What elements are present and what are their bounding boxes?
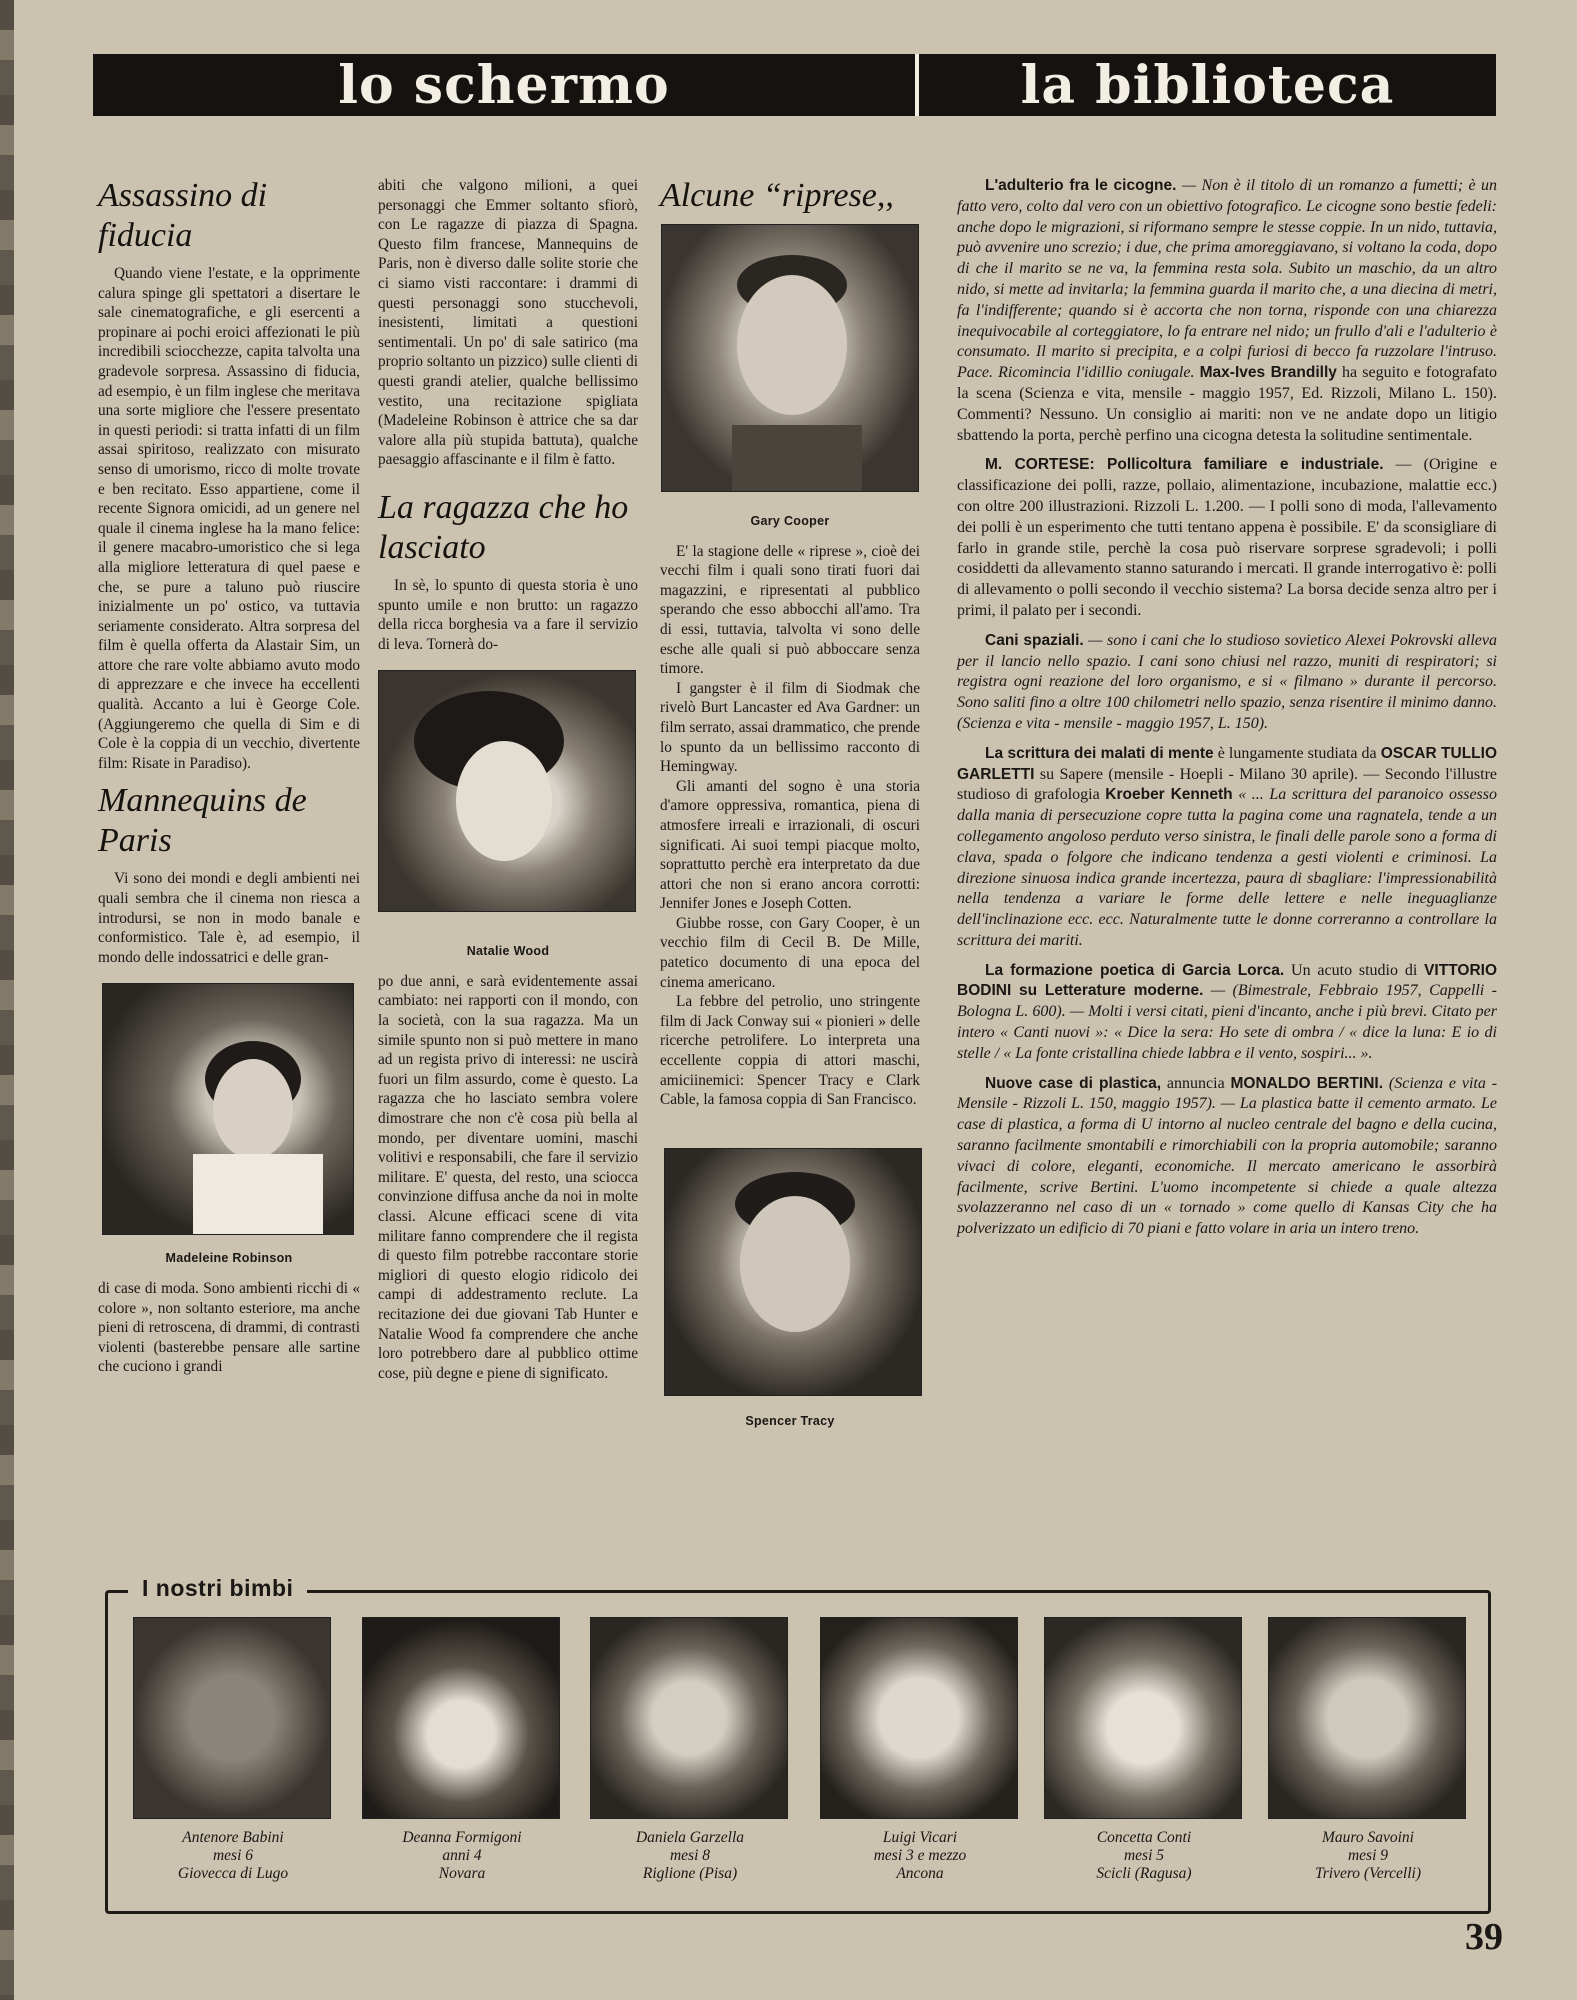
review-cani-spaziali: [957, 631, 1497, 735]
column-1: [98, 176, 360, 1377]
kid-place: Riglione (Pisa): [642, 1865, 738, 1882]
article-mannequins-start: Vi sono dei mondi e degli ambienti nei quali sembra che il cinema non riesca a introdursi, se non in modo banale e conformistico. Tale è, ad esempio, il mondo delle indossatrici e delle gran-: [98, 870, 360, 966]
kid-place: Novara: [438, 1865, 486, 1882]
review-author: MONALDO BERTINI.: [1230, 1074, 1384, 1092]
caption-gary-cooper: Gary Cooper: [750, 514, 830, 528]
kid-name: Mauro Savoini: [1322, 1829, 1414, 1846]
review-body: è lungamente studiata da: [1213, 744, 1381, 762]
column-4-biblioteca: [957, 176, 1497, 1249]
review-body: — sono i cani che lo studioso sovietico Alexei Pokrovski alleva per il lancio nello spazio. I cani sono chiusi nel razzo, muniti di respiratori; si registra ogni reazione del loro organismo, e si « filmano » durante il percorso. Sono saliti fino a oltre 100 chilometri nello spazio, senza risentire il minimo danno. (Scienza e vita - mensile - maggio 1957, L. 150).: [957, 631, 1497, 732]
column-3: [660, 176, 920, 1441]
review-case-plastica: [957, 1074, 1497, 1240]
torn-edge: [0, 0, 14, 2000]
review-body: annuncia: [1161, 1074, 1231, 1092]
kid-caption: [590, 1829, 790, 1883]
review-title: Cani spaziali.: [985, 631, 1084, 649]
heading-mannequins: Mannequins de Paris: [98, 782, 307, 860]
section-banner: [93, 54, 1496, 116]
kid-name: Concetta Conti: [1096, 1829, 1192, 1846]
kid-name: Deanna Formigoni: [402, 1829, 522, 1846]
kid-age: mesi 5: [1123, 1847, 1165, 1864]
column-2: [378, 176, 638, 1383]
article-amanti-del-sogno: Gli amanti del sogno è una storia d'amore oppressiva, romantica, piena di atmosfere irreali e irrazionali, di oscuri significati. Ai suoi tempi piacque molto, soprattutto perchè era interpretato da due attori che non si erano ancora corrotti: Jennifer Jones e Joseph Cotten.: [660, 777, 920, 913]
article-la-ragazza-cont: po due anni, e sarà evidentemente assai cambiato: nei rapporti con il mondo, con la società, con la sua ragazza. Ma un simile spunto non si può mettere in mano ad un regista privo di interessi: ne uscirà fuori un film assurdo, come è questo. La ragazza che ho lasciato sembra volere dimostrare che non c'è cosa più bella al mondo, per diventare uomini, maschi volitivi e responsabili, che fare il servizio militare. E' questa, del resto, una sciocca convinzione diffusa anche da noi in molte classi. Alcune efficaci scene di vita militare fanno comprendere che il regista di questo film potrebbe raccontare storie migliori di questo elogio ridicolo dei campi di addestramento reclute. La recitazione dei due giovani Tab Hunter e Natalie Wood fa comprendere che anche loro potrebbero dare al pubblico ottime cose, più degne e piene di significato.: [378, 972, 638, 1382]
photo-madeleine-robinson: [102, 983, 354, 1235]
review-body: Un acuto studio di: [1284, 961, 1425, 979]
photo-spencer-tracy: [664, 1148, 922, 1396]
bimbi-section-title: I nostri bimbi: [128, 1575, 307, 1602]
review-body: — (Origine e classificazione dei polli, razze, pollaio, alimentazione, incubazione, malattie ecc.) con oltre 200 illustrazioni. Rizzoli L. 1.200. — I polli sono di moda, l'allevamento dei polli è un esperimento che tutti tentano appena è possibile. E' da sconsigliare di farlo in grande stile, perchè la cosa può riservare sorprese sgradevoli; i polli cosiddetti da allevamento stanno saturando i mercati. Il grande interrogativo è: polli di allevamento o polli secondo il vecchio sistema? La borsa decide senza altro per i primi, il palato per i secondi.: [957, 456, 1497, 619]
heading-la-ragazza: La ragazza che ho lasciato: [378, 488, 629, 566]
kid-photo: [362, 1617, 560, 1819]
article-la-ragazza-start: In sè, lo spunto di questa storia è uno spunto umile e non brutto: un ragazzo della ricca borghesia va a fare il servizio di leva. Tornerà do-: [378, 576, 638, 653]
kid-age: mesi 8: [669, 1847, 711, 1864]
review-author: VITTORIO BODINI su Letterature moderne.: [957, 961, 1498, 1000]
page-number: 39: [1465, 1916, 1503, 1958]
review-title: Nuove case di plastica,: [985, 1074, 1162, 1092]
kid-caption: [133, 1829, 333, 1883]
kid-place: Scicli (Ragusa): [1096, 1865, 1192, 1882]
kid-photo: [1044, 1617, 1242, 1819]
kid-photo: [590, 1617, 788, 1819]
kid-caption: [1268, 1829, 1468, 1883]
review-scrittura-malati: [957, 744, 1497, 952]
kid-place: Trivero (Vercelli): [1314, 1865, 1422, 1882]
review-body: — (Bimestrale, Febbraio 1957, Cappelli - Bologna L. 600). — Molti i versi citati, pieni d'incanto, anche i più brevi. Citato per intero « Canti nuovi »: « Dice la sera: Ho sete di ombra / « dice la luna: E io di stelle / « La fonte cristallina chiede labbra e il vento, sospiri... ».: [957, 982, 1497, 1062]
kid-photo: [1268, 1617, 1466, 1819]
kid-card: [362, 1617, 562, 1883]
caption-spencer-tracy: Spencer Tracy: [745, 1413, 835, 1428]
review-title: La formazione poetica di Garcia Lorca.: [985, 961, 1285, 979]
review-adulterio-cicogne: [957, 176, 1497, 446]
kid-card: [590, 1617, 790, 1883]
kid-age: anni 4: [442, 1847, 482, 1864]
article-mannequins-cont: di case di moda. Sono ambienti ricchi di « colore », non soltanto esteriore, ma anche pieni di retroscena, di drammi, di contrasti violenti (basterebbe pensare alle sartine che cuciono i grandi: [98, 1280, 360, 1376]
article-mannequins-end: abiti che valgono milioni, a quei personaggi che Emmer soltanto sfiorò, con Le ragazze di piazza di Spagna. Questo film francese, Mannequins de Paris, non è diverso dalle solite storie che ci siamo visti raccontare: i drammi di questi personaggi sono stucchevoli, inesistenti, limitati a questioni sentimentali. Un po' di sale satirico (ma proprio soltanto un pizzico) sulle clienti di questi grandi atelier, qualche bellissimo vestito, una recitazione spigliata (Madeleine Robinson è attrice che sa dar valore alla più stupida battuta), qualche paesaggio affascinante e il film è fatto.: [378, 177, 638, 469]
review-title: La scrittura dei malati di mente: [985, 744, 1214, 762]
review-pollicoltura: [957, 455, 1497, 621]
banner-title-screen: lo schermo: [338, 54, 670, 116]
kid-place: Ancona: [896, 1865, 944, 1882]
article-riprese-intro: E' la stagione delle « riprese », cioè dei vecchi film i quali sono tirati fuori dai magazzini, e ripresentati al pubblico sperando che esso abbocchi all'amo. Tra di essi, tuttavia, talvolta vi sono delle esche alle quali si può abboccare senza timore.: [660, 542, 920, 678]
kid-card: [1044, 1617, 1244, 1883]
review-title: M. CORTESE: Pollicoltura familiare e industriale.: [985, 456, 1384, 474]
portrait-icon: [379, 671, 635, 911]
kid-caption: [820, 1829, 1020, 1883]
kid-place: Giovecca di Lugo: [177, 1865, 289, 1882]
kid-card: [820, 1617, 1020, 1883]
review-title: L'adulterio fra le cicogne.: [985, 177, 1177, 194]
article-i-gangster: I gangster è il film di Siodmak che rivelò Burt Lancaster ed Ava Gardner: un film serrato, assai drammatico, che prende lo spunto da un bellissimo racconto di Hemingway.: [660, 679, 920, 776]
review-author: Kroeber Kenneth: [1105, 786, 1233, 804]
kid-photo: [820, 1617, 1018, 1819]
portrait-icon: [103, 984, 353, 1234]
kid-card: [1268, 1617, 1468, 1883]
review-author: Max-Ives Brandilly: [1199, 364, 1337, 382]
caption-madeleine-robinson: Madeleine Robinson: [165, 1251, 293, 1266]
kid-name: Luigi Vicari: [882, 1829, 958, 1846]
heading-alcune-riprese: Alcune “riprese,,: [660, 177, 894, 214]
kid-caption: [362, 1829, 562, 1883]
kid-age: mesi 9: [1347, 1847, 1389, 1864]
review-body: su Sapere (mensile - Hoepli - Milano 30 aprile). — Secondo l'illustre studioso di grafologia: [957, 765, 1497, 804]
article-febbre-petrolio: La febbre del petrolio, uno stringente film di Jack Conway sui « pionieri » delle ricerche petrolifere. Lo interpreta una eccellente coppia di attori maschi, amiciinemici: Spencer Tracy e Clark Cable, la famosa coppia di San Francisco.: [660, 993, 920, 1109]
kid-caption: [1044, 1829, 1244, 1883]
banner-title-library: la biblioteca: [1020, 54, 1395, 116]
portrait-icon: [665, 1149, 921, 1395]
portrait-icon: [662, 225, 918, 491]
review-body: — Non è il titolo di un romanzo a fumetti; è un fatto vero, colto dal vero con un obiettivo fotografico. Le cicogne sono bestie fedeli: anche dopo le migrazioni, si riformano sempre le stesse coppie. In un nido, tuttavia, può avvenire uno screzio; i due, che prima amoreggiavano, si voltano la coda, dopo di che il marito se ne va, la femmina resta sola. Subito un maschio, da un altro nido, si mette ad invitarla; la femmina guarda il marito che, a una diecina di metri, fa l'indifferente; quando si è accorta che non torna, risponde con una chiarezza inequivocabile al corteggiatore, lo fa entrare nel nido; un frullo d'ali e l'adulterio è consumato. Il marito si precipita, e a colpi furiosi di becco fa ruzzolare l'intruso. Pace. Ricomincia l'idillio coniugale.: [957, 177, 1497, 382]
review-body: (Scienza e vita - Mensile - Rizzoli L. 150, maggio 1957). — La plastica batte il cemento armato. Le case di plastica, a forma di U intorno al nucleo centrale del bagno e della cucina, saranno facilmente smontabili e rimorchiabili con la propria automobile; saranno vivaci di colore, eleganti, economiche. Il mercato americano le assorbirà facilmente, scrive Bertini. L'uomo incompetente si chiede a quale altezza svolazzeranno nel caso di un « tornado » come quello di Kansas City che ha polverizzato un edificio di 70 piani e fatto volare in aria un intero treno.: [957, 1074, 1498, 1238]
review-body: ha seguito e fotografato la scena (Scienza e vita, mensile - maggio 1957, Ed. Rizzoli, Milano L. 150). Commenti? Nessuno. Un consiglio ai mariti: non ve ne andate dopo un litigio sbattendo la porta, perchè perfino una cicogna detesta la solitudine sentimentale.: [957, 364, 1498, 444]
photo-natalie-wood: [378, 670, 636, 912]
kid-photo: [133, 1617, 331, 1819]
review-author: OSCAR TULLIO GARLETTI: [957, 744, 1498, 783]
photo-gary-cooper: [661, 224, 919, 492]
heading-assassino: Assassino di fiducia: [98, 177, 268, 254]
kid-card: [133, 1617, 333, 1883]
article-assassino: Quando viene l'estate, e la opprimente calura spinge gli spettatori a disertare le sale cinematografiche, e gli esercenti a propinare ai pochi eroici affezionati le più incredibili sciocchezze, capita talvolta una gradevole sorpresa. Assassino di fiducia, ad esempio, è un film inglese che meritava una sorte migliore che l'essere presentato in questi periodi: si tratta infatti di un film assai spiritoso, realizzato con misurato senso di umorismo, ricco di molte trovate e ben recitato. Esso appartiene, come il recente Signora omicidi, ad un genere nel quale il cinema inglese ha la mano felice: il genere macabro-umoristico che si lega alla migliore letteratura di quel paese e che, se pure a taluno può riuscire inizialmente un po' ostico, va tuttavia seriamente considerato. Altra sorpresa del film è quella offerta da Alastair Sim, un attore che rare volte abbiamo avuto modo di apprezzare e che invece ha eccellenti qualità. Accanto a lui è George Cole. (Aggiungeremo che quella di Sim e di Cole è la coppia di un vecchio, divertente film: Risate in Paradiso).: [98, 265, 360, 772]
article-giubbe-rosse: Giubbe rosse, con Gary Cooper, è un vecchio film di Cecil B. De Mille, patetico documento di una epoca del cinema americano.: [660, 914, 920, 991]
review-garcia-lorca: [957, 961, 1497, 1065]
caption-natalie-wood: Natalie Wood: [466, 944, 550, 959]
kid-name: Daniela Garzella: [635, 1829, 745, 1846]
kid-name: Antenore Babini: [182, 1829, 284, 1846]
kid-age: mesi 6: [212, 1847, 254, 1864]
review-body: « ... La scrittura del paranoico ossesso dalla mania di persecuzione copre tutta la pagina come una ragnatela, tende a un collegamento angoloso perduto verso sinistra, le finali delle parole sono a forma di clava, spada o folgore che indicano tendenza a gesti violenti e criminosi. La direzione sinuosa indica grande incertezza, paura di sbagliare: l'impressionabilità nella tendenza a variare le forme delle lettere e nelle ineguaglianze dell'inclinazione ecc. ecc. Naturalmente tutte le donne correranno a controllare la scrittura dei mariti.: [957, 786, 1497, 949]
kid-age: mesi 3 e mezzo: [873, 1847, 967, 1864]
